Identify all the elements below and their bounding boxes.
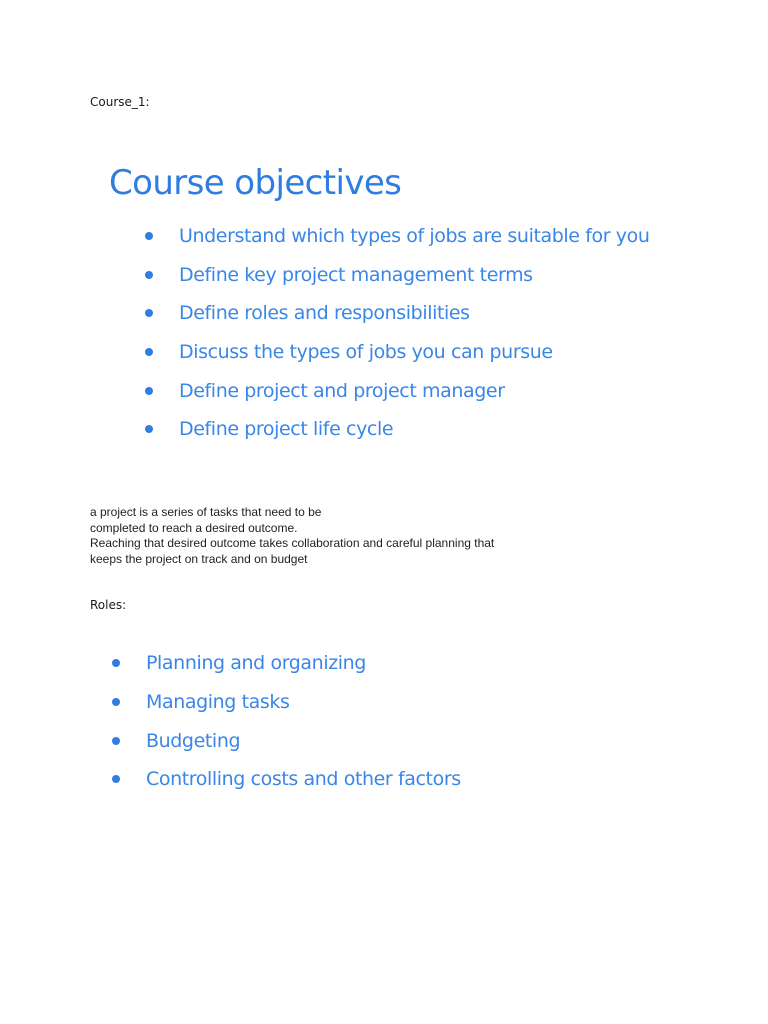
role-text: Controlling costs and other factors xyxy=(146,768,461,790)
paragraph-line: a project is a series of tasks that need to be xyxy=(90,505,322,519)
bullet-dot-icon xyxy=(145,425,153,433)
objective-text: Define roles and responsibilities xyxy=(179,302,470,324)
bullet-dot-icon xyxy=(112,737,120,745)
objective-text: Define key project management terms xyxy=(179,264,533,286)
role-text: Planning and organizing xyxy=(146,652,366,674)
course-label: Course_1: xyxy=(90,95,150,109)
paragraph-line: keeps the project on track and on budget xyxy=(90,551,308,566)
bullet-dot-icon xyxy=(112,775,120,783)
project-definition-paragraph xyxy=(90,505,610,567)
role-text: Managing tasks xyxy=(146,691,290,713)
role-text: Budgeting xyxy=(146,730,241,752)
bullet-dot-icon xyxy=(145,232,153,240)
bullet-dot-icon xyxy=(145,309,153,317)
paragraph-line: completed to reach a desired outcome. xyxy=(90,520,298,535)
bullet-dot-icon xyxy=(112,698,120,706)
bullet-dot-icon xyxy=(145,348,153,356)
roles-label: Roles: xyxy=(90,598,127,612)
slide-title: Course objectives xyxy=(109,163,402,203)
objective-text: Define project life cycle xyxy=(179,418,394,440)
objective-text: Discuss the types of jobs you can pursue xyxy=(179,341,553,363)
bullet-dot-icon xyxy=(145,387,153,395)
paragraph-line: Reaching that desired outcome takes collaboration and careful planning that xyxy=(90,536,495,550)
bullet-dot-icon xyxy=(145,271,153,279)
bullet-dot-icon xyxy=(112,659,120,667)
objective-text: Understand which types of jobs are suitable for you xyxy=(179,225,650,247)
objective-text: Define project and project manager xyxy=(179,380,505,402)
